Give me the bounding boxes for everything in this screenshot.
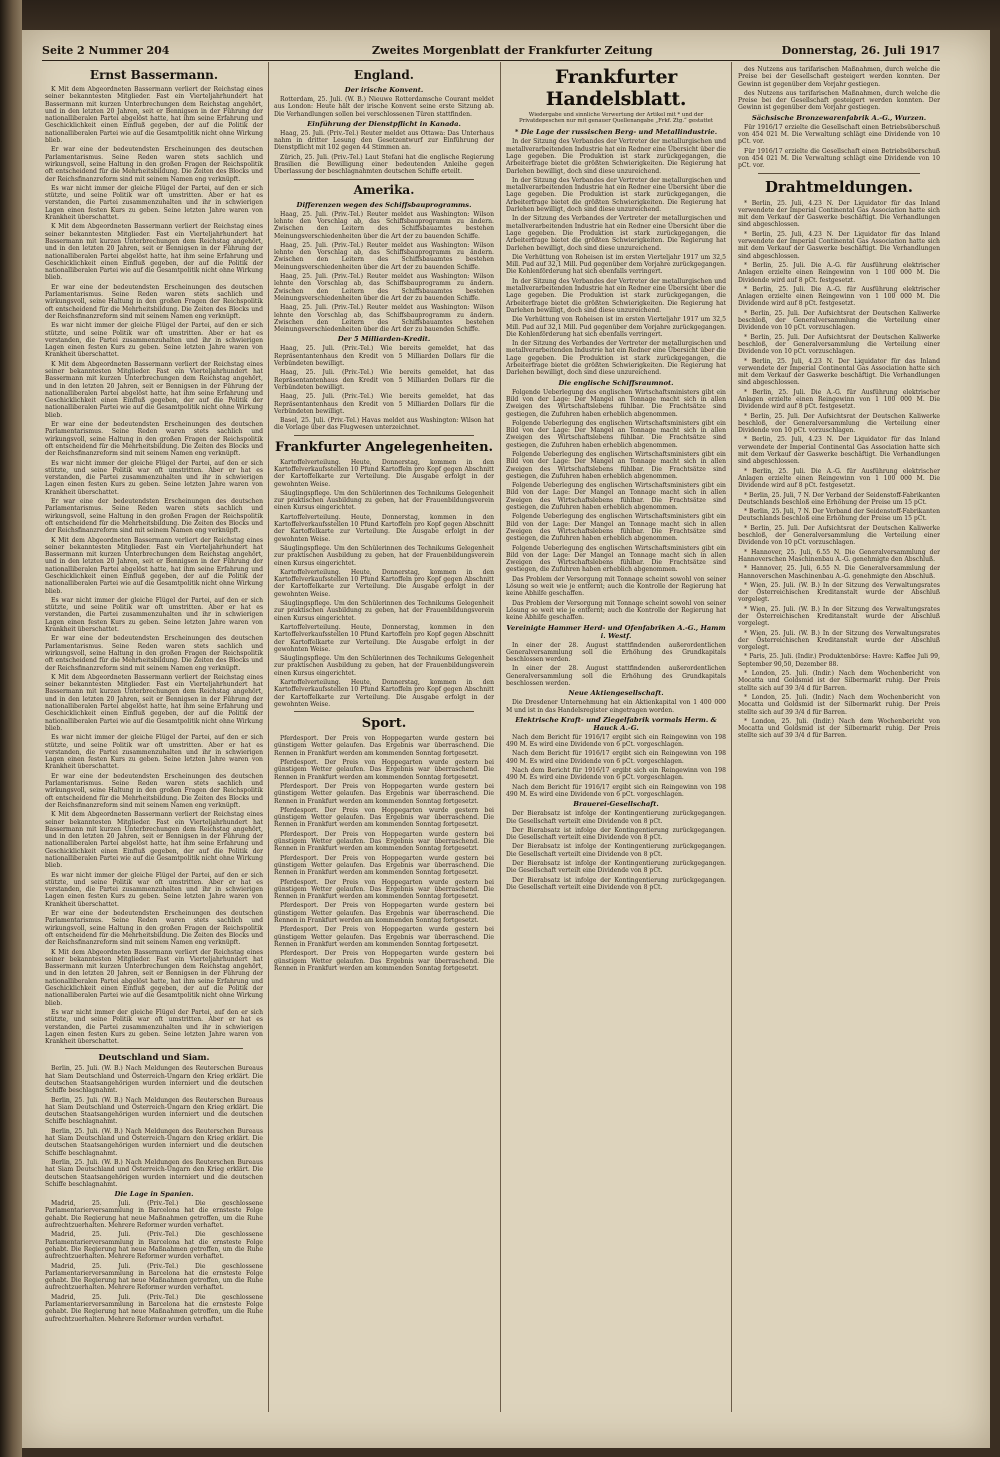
- section-divider: [294, 179, 474, 180]
- article-paragraph: Säuglingspflege. Um den Schülerinnen des Technikums Gelegenheit zur praktischen Ausbildung zu geben, hat der Frauenbildungsverein einen Kursus eingerichtet.: [274, 655, 494, 677]
- article-paragraph: Berlin, 25. Juli. (W. B.) Nach Meldungen des Reuterschen Bureaus hat Siam Deutschland und Österreich-Ungarn den Krieg erklärt. Die deutschen Staatsangehörigen wurden interniert und die deutschen Schiffe beschlagnahmt.: [45, 1065, 263, 1095]
- article-paragraph: Er war eine der bedeutendsten Erscheinungen des deutschen Parlamentarismus. Seine Reden waren stets sachlich und wirkungsvoll, seine Haltung in den großen Fragen der Reichspolitik oft entscheidend für die Mehrheitsbildung. Die Zeiten des Blocks und der Reichsfinanzreform sind mit seinem Namen eng verknüpft.: [45, 421, 263, 458]
- column-rule: [500, 62, 501, 1412]
- article-headline: Elektrische Kraft- und Ziegelfabrik vormals Herm. & Hauck A.-G.: [515, 715, 717, 732]
- article-paragraph: Er war eine der bedeutendsten Erscheinungen des deutschen Parlamentarismus. Seine Reden waren stets sachlich und wirkungsvoll, seine Haltung in den großen Fragen der Reichspolitik oft entscheidend für die Mehrheitsbildung. Die Zeiten des Blocks und der Reichsfinanzreform sind mit seinem Namen eng verknüpft.: [45, 146, 263, 183]
- article-paragraph: Säuglingspflege. Um den Schülerinnen des Technikums Gelegenheit zur praktischen Ausbildung zu geben, hat der Frauenbildungsverein einen Kursus eingerichtet.: [274, 600, 494, 622]
- article-paragraph: * Berlin, 25. Juli, 7 N. Der Verband der Seidenstoff-Fabrikanten Deutschlands beschloß eine Erhöhung der Preise um 15 pCt.: [738, 491, 940, 506]
- article-paragraph: In der Sitzung des Verbandes der Vertreter der metallurgischen und metallverarbeitenden Industrie hat ein Redner eine Übersicht über die Lage gegeben. Die Produktion ist stark zurückgegangen, die Arbeiterfrage bietet die größten Schwierigkeiten. Die Regierung hat Darlehen bewilligt, doch sind diese unzureichend.: [506, 277, 726, 314]
- article-paragraph: Nach dem Bericht für 1916/17 ergibt sich ein Reingewinn von 198 490 M. Es wird eine Dividende von 6 pCt. vorgeschlagen.: [506, 783, 726, 798]
- article-paragraph: Haag, 25. Juli. (Priv.-Tel.) Reuter meldet aus Washington: Wilson lehnte den Vorschlag ab, das Schiffsbauprogramm zu ändern. Zwischen den Leitern des Schiffsbauamtes bestehen Meinungsverschiedenheiten über die Art der zu bauenden Schiffe.: [274, 241, 494, 271]
- article-paragraph: Madrid, 25. Juli. (Priv.-Tel.) Die geschlossene Parlamentarierversammlung in Barcelona hat die ernsteste Folge gehabt. Die Regierung hat neue Maßnahmen getroffen, um die Ruhe aufrechtzuerhalten. Mehrere Reformer wurden verhaftet.: [45, 1293, 263, 1323]
- article-paragraph: In der Sitzung des Verbandes der Vertreter der metallurgischen und metallverarbeitenden Industrie hat ein Redner eine Übersicht über die Lage gegeben. Die Produktion ist stark zurückgegangen, die Arbeiterfrage bietet die größten Schwierigkeiten. Die Regierung hat Darlehen bewilligt, doch sind diese unzureichend.: [506, 215, 726, 252]
- article-paragraph: * Berlin, 25. Juli. Die A.-G. für Ausführung elektrischer Anlagen erzielte einen Reingewinn von 1 100 000 M. Die Dividende wird auf 8 pCt. festgesetzt.: [738, 261, 940, 284]
- article-paragraph: Zürich, 25. Juli. (Priv.-Tel.) Laut Stefani hat die englische Regierung Brasilien die Bewilligung einer bedeutenden Anleihe gegen Überlassung der beschlagnahmten deutschen Schiffe erteilt.: [274, 153, 494, 176]
- article-paragraph: Für 1916/17 erzielte die Gesellschaft einen Betriebsüberschuß von 454 021 M. Die Verwaltung schlägt eine Dividende von 10 pCt. vor.: [738, 123, 940, 146]
- article-paragraph: * Wien, 25. Juli. (W. B.) In der Sitzung des Verwaltungsrates der Österreichischen Kreditanstalt wurde der Abschluß vorgelegt.: [738, 581, 940, 604]
- article-paragraph: Berlin, 25. Juli. (W. B.) Nach Meldungen des Reuterschen Bureaus hat Siam Deutschland und Österreich-Ungarn den Krieg erklärt. Die deutschen Staatsangehörigen wurden interniert und die deutschen Schiffe beschlagnahmt.: [45, 1096, 263, 1126]
- article-paragraph: des Nutzens aus tarifarischen Maßnahmen, durch welche die Preise bei der Gesellschaft gesteigert werden konnten. Der Gewinn ist gegenüber dem Vorjahr gestiegen.: [738, 89, 940, 112]
- article-paragraph: * Berlin, 25. Juli. Die A.-G. für Ausführung elektrischer Anlagen erzielte einen Reingewinn von 1 100 000 M. Die Dividende wird auf 8 pCt. festgesetzt.: [738, 285, 940, 308]
- article-paragraph: Pferdesport. Der Preis von Hoppegarten wurde gestern bei günstigem Wetter gelaufen. Das Ergebnis war überraschend. Die Rennen in Frankfurt werden am kommenden Sonntag fortgesetzt.: [274, 950, 494, 972]
- article-paragraph: K Mit dem Abgeordneten Bassermann verliert der Reichstag eines seiner bekanntesten Mitglieder. Fast ein Vierteljahrhundert hat Bassermann mit kurzen Unterbrechungen dem Reichstag angehört, und in den letzten 20 Jahren, seit er Bennigsen in der Führung der nationalliberalen Partei abgelöst hatte, hat ihm seine Erfahrung und Geschicklichkeit einen Einfluß gegeben, der auf die Politik der nationalliberalen Partei wie auf die Gesamtpolitik nicht ohne Wirkung blieb.: [45, 948, 263, 1007]
- article-paragraph: Es war nicht immer der gleiche Flügel der Partei, auf den er sich stützte, und seine Politik war oft umstritten. Aber er hat es verstanden, die Partei zusammenzuhalten und ihr in schwierigen Lagen einen festen Kurs zu geben. Seine letzten Jahre waren von Krankheit überschattet.: [45, 184, 263, 222]
- article-subheadline: Der irische Konvent.: [344, 86, 424, 94]
- article-paragraph: K Mit dem Abgeordneten Bassermann verliert der Reichstag eines seiner bekanntesten Mitglieder. Fast ein Vierteljahrhundert hat Bassermann mit kurzen Unterbrechungen dem Reichstag angehört, und in den letzten 20 Jahren, seit er Bennigsen in der Führung der nationalliberalen Partei abgelöst hatte, hat ihm seine Erfahrung und Geschicklichkeit einen Einfluß gegeben, der auf die Politik der nationalliberalen Partei wie auf die Gesamtpolitik nicht ohne Wirkung blieb.: [45, 360, 263, 419]
- article-paragraph: Es war nicht immer der gleiche Flügel der Partei, auf den er sich stützte, und seine Politik war oft umstritten. Aber er hat es verstanden, die Partei zusammenzuhalten und ihr in schwierigen Lagen einen festen Kurs zu geben. Seine letzten Jahre waren von Krankheit überschattet.: [45, 596, 263, 634]
- section-note: Wiedergabe und sinnliche Verwertung der Artikel mit * und der Privatdepeschen nur mit genauer Quellenangabe „Frkf. Ztg.“ gestattet: [518, 112, 714, 125]
- article-paragraph: K Mit dem Abgeordneten Bassermann verliert der Reichstag eines seiner bekanntesten Mitglieder. Fast ein Vierteljahrhundert hat Bassermann mit kurzen Unterbrechungen dem Reichstag angehört, und in den letzten 20 Jahren, seit er Bennigsen in der Führung der nationalliberalen Partei abgelöst hatte, hat ihm seine Erfahrung und Geschicklichkeit einen Einfluß gegeben, der auf die Politik der nationalliberalen Partei wie auf die Gesamtpolitik nicht ohne Wirkung blieb.: [45, 811, 263, 870]
- article-paragraph: Folgende Ueberlegung des englischen Wirtschaftsministers gibt ein Bild von der Lage: Der Mangel an Tonnage macht sich in allen Zweigen des Wirtschaftslebens fühlbar. Die Frachtsätze sind gestiegen, die Zufuhren haben erheblich abgenommen.: [506, 482, 726, 512]
- article-paragraph: Der Bierabsatz ist infolge der Kontingentierung zurückgegangen. Die Gesellschaft verteilt eine Dividende von 8 pCt.: [506, 876, 726, 891]
- article-paragraph: Er war eine der bedeutendsten Erscheinungen des deutschen Parlamentarismus. Seine Reden waren stets sachlich und wirkungsvoll, seine Haltung in den großen Fragen der Reichspolitik oft entscheidend für die Mehrheitsbildung. Die Zeiten des Blocks und der Reichsfinanzreform sind mit seinem Namen eng verknüpft.: [45, 910, 263, 947]
- article-paragraph: * Hannover, 25. Juli, 6.55 N. Die Generalversammlung der Hannoverschen Maschinenbau A.-G. genehmigte den Abschluß.: [738, 565, 940, 580]
- article-paragraph: Pferdesport. Der Preis von Hoppegarten wurde gestern bei günstigem Wetter gelaufen. Das Ergebnis war überraschend. Die Rennen in Frankfurt werden am kommenden Sonntag fortgesetzt.: [274, 830, 494, 853]
- article-paragraph: * Berlin, 25. Juli, 7 N. Der Verband der Seidenstoff-Fabrikanten Deutschlands beschloß eine Erhöhung der Preise um 15 pCt.: [738, 508, 940, 523]
- article-paragraph: Folgende Ueberlegung des englischen Wirtschaftsministers gibt ein Bild von der Lage: Der Mangel an Tonnage macht sich in allen Zweigen des Wirtschaftslebens fühlbar. Die Frachtsätze sind gestiegen, die Zufuhren haben erheblich abgenommen.: [506, 544, 726, 574]
- article-paragraph: Haag, 25. Juli. (Priv.-Tel.) Wie bereits gemeldet, hat das Repräsentantenhaus den Kredit von 5 Milliarden Dollars für die Verbündeten bewilligt.: [274, 369, 494, 391]
- article-paragraph: * Berlin, 25. Juli. Der Aufsichtsrat der Deutschen Kaliwerke beschloß, der Generalversammlung die Verteilung einer Dividende von 10 pCt. vorzuschlagen.: [738, 309, 940, 332]
- scan-border: [22, 0, 1000, 30]
- article-paragraph: * Berlin, 25. Juli, 4.23 N. Der Liquidator für das Inland verwendete der Imperial Continental Gas Association hatte sich mit dem Verkauf der Gaswerke beschäftigt. Die Verhandlungen sind abgeschlossen.: [738, 436, 940, 466]
- article-headline: Neue Aktiengesellschaft.: [568, 689, 664, 698]
- article-paragraph: Pferdesport. Der Preis von Hoppegarten wurde gestern bei günstigem Wetter gelaufen. Das Ergebnis war überraschend. Die Rennen in Frankfurt werden am kommenden Sonntag fortgesetzt.: [274, 782, 494, 805]
- article-paragraph: Folgende Ueberlegung des englischen Wirtschaftsministers gibt ein Bild von der Lage: Der Mangel an Tonnage macht sich in allen Zweigen des Wirtschaftslebens fühlbar. Die Frachtsätze sind gestiegen, die Zufuhren haben erheblich abgenommen.: [506, 419, 726, 449]
- article-paragraph: Nach dem Bericht für 1916/17 ergibt sich ein Reingewinn von 198 490 M. Es wird eine Dividende von 6 pCt. vorgeschlagen.: [506, 767, 726, 782]
- article-paragraph: Säuglingspflege. Um den Schülerinnen des Technikums Gelegenheit zur praktischen Ausbildung zu geben, hat der Frauenbildungsverein einen Kursus eingerichtet.: [274, 489, 494, 512]
- article-paragraph: Pferdesport. Der Preis von Hoppegarten wurde gestern bei günstigem Wetter gelaufen. Das Ergebnis war überraschend. Die Rennen in Frankfurt werden am kommenden Sonntag fortgesetzt.: [274, 902, 494, 925]
- article-paragraph: * Berlin, 25. Juli, 4.23 N. Der Liquidator für das Inland verwendete der Imperial Continental Gas Association hatte sich mit dem Verkauf der Gaswerke beschäftigt. Die Verhandlungen sind abgeschlossen.: [738, 199, 940, 229]
- article-paragraph: Kartoffelverteilung. Heute, Donnerstag, kommen in den Kartoffelverkaufsstellen 10 Pfund Kartoffeln pro Kopf gegen Abschnitt der Kartoffelkarte zur Verteilung. Die Ausgabe erfolgt in der gewohnten Weise.: [274, 623, 494, 653]
- article-headline: Die englische Schiffsraumnot.: [558, 378, 674, 387]
- section-title: Frankfurter Handelsblatt.: [545, 66, 687, 110]
- article-paragraph: Pferdesport. Der Preis von Hoppegarten wurde gestern bei günstigem Wetter gelaufen. Das Ergebnis war überraschend. Die Rennen in Frankfurt werden am kommenden Sonntag fortgesetzt.: [274, 735, 494, 757]
- article-paragraph: Für 1916/17 erzielte die Gesellschaft einen Betriebsüberschuß von 454 021 M. Die Verwaltung schlägt eine Dividende von 10 pCt. vor.: [738, 147, 940, 170]
- article-headline: Amerika.: [353, 182, 415, 197]
- article-paragraph: In der Sitzung des Verbandes der Vertreter der metallurgischen und metallverarbeitenden Industrie hat ein Redner eine Übersicht über die Lage gegeben. Die Produktion ist stark zurückgegangen, die Arbeiterfrage bietet die größten Schwierigkeiten. Die Regierung hat Darlehen bewilligt, doch sind diese unzureichend.: [506, 138, 726, 175]
- article-paragraph: * Berlin, 25. Juli. Die A.-G. für Ausführung elektrischer Anlagen erzielte einen Reingewinn von 1 100 000 M. Die Dividende wird auf 8 pCt. festgesetzt.: [738, 467, 940, 490]
- masthead-page-number: Seite 2 Nummer 204: [42, 44, 170, 57]
- article-paragraph: Haag, 25. Juli. (Priv.-Tel.) Wie bereits gemeldet, hat das Repräsentantenhaus den Kredit von 5 Milliarden Dollars für die Verbündeten bewilligt.: [274, 345, 494, 368]
- column-3: [506, 66, 726, 1412]
- section-divider: [758, 173, 920, 174]
- article-paragraph: In einer der 28. August stattfindenden außerordentlichen Generalversammlung soll die Erhöhung des Grundkapitals beschlossen werden.: [506, 641, 726, 664]
- article-headline: Ernst Bassermann.: [89, 68, 219, 82]
- article-paragraph: Die Verhüttung von Roheisen ist im ersten Vierteljahr 1917 um 32,5 Mill. Pud auf 32,1 Mill. Pud gegenüber dem Vorjahre zurückgegangen. Die Kohlenförderung hat sich ebenfalls verringert.: [506, 316, 726, 338]
- article-paragraph: In der Sitzung des Verbandes der Vertreter der metallurgischen und metallverarbeitenden Industrie hat ein Redner eine Übersicht über die Lage gegeben. Die Produktion ist stark zurückgegangen, die Arbeiterfrage bietet die größten Schwierigkeiten. Die Regierung hat Darlehen bewilligt, doch sind diese unzureichend.: [506, 340, 726, 377]
- article-paragraph: * London, 25. Juli. (Indir.) Nach dem Wochenbericht von Mocatta und Goldsmid ist der Silbermarkt ruhig. Der Preis stellte sich auf 39 3/4 d für Barren.: [738, 717, 940, 740]
- article-headline: Deutschland und Siam.: [98, 1053, 210, 1064]
- article-paragraph: * Wien, 25. Juli. (W. B.) In der Sitzung des Verwaltungsrates der Österreichischen Kreditanstalt wurde der Abschluß vorgelegt.: [738, 605, 940, 628]
- article-paragraph: Der Bierabsatz ist infolge der Kontingentierung zurückgegangen. Die Gesellschaft verteilt eine Dividende von 8 pCt.: [506, 810, 726, 825]
- column-rule: [268, 62, 269, 1412]
- article-paragraph: Folgende Ueberlegung des englischen Wirtschaftsministers gibt ein Bild von der Lage: Der Mangel an Tonnage macht sich in allen Zweigen des Wirtschaftslebens fühlbar. Die Frachtsätze sind gestiegen, die Zufuhren haben erheblich abgenommen.: [506, 388, 726, 418]
- article-paragraph: Es war nicht immer der gleiche Flügel der Partei, auf den er sich stützte, und seine Politik war oft umstritten. Aber er hat es verstanden, die Partei zusammenzuhalten und ihr in schwierigen Lagen einen festen Kurs zu geben. Seine letzten Jahre waren von Krankheit überschattet.: [45, 871, 263, 908]
- column-1: [45, 66, 263, 1412]
- article-paragraph: Folgende Ueberlegung des englischen Wirtschaftsministers gibt ein Bild von der Lage: Der Mangel an Tonnage macht sich in allen Zweigen des Wirtschaftslebens fühlbar. Die Frachtsätze sind gestiegen, die Zufuhren haben erheblich abgenommen.: [506, 513, 726, 543]
- article-headline: * Die Lage der russischen Berg- und Metallindustrie.: [514, 128, 718, 137]
- article-paragraph: Madrid, 25. Juli. (Priv.-Tel.) Die geschlossene Parlamentarierversammlung in Barcelona hat die ernsteste Folge gehabt. Die Regierung hat neue Maßnahmen getroffen, um die Ruhe aufrechtzuerhalten. Mehrere Reformer wurden verhaftet.: [45, 1200, 263, 1230]
- article-paragraph: Es war nicht immer der gleiche Flügel der Partei, auf den er sich stützte, und seine Politik war oft umstritten. Aber er hat es verstanden, die Partei zusammenzuhalten und ihr in schwierigen Lagen einen festen Kurs zu geben. Seine letzten Jahre waren von Krankheit überschattet.: [45, 322, 263, 359]
- article-paragraph: Er war eine der bedeutendsten Erscheinungen des deutschen Parlamentarismus. Seine Reden waren stets sachlich und wirkungsvoll, seine Haltung in den großen Fragen der Reichspolitik oft entscheidend für die Mehrheitsbildung. Die Zeiten des Blocks und der Reichsfinanzreform sind mit seinem Namen eng verknüpft.: [45, 498, 263, 535]
- article-paragraph: Haag, 25. Juli. (Priv.-Tel.) Wie bereits gemeldet, hat das Repräsentantenhaus den Kredit von 5 Milliarden Dollars für die Verbündeten bewilligt.: [274, 393, 494, 415]
- article-paragraph: Die Dresdener Unternehmung hat ein Aktienkapital von 1 400 000 M und ist in das Handelsregister eingetragen worden.: [506, 699, 726, 714]
- article-paragraph: Kartoffelverteilung. Heute, Donnerstag, kommen in den Kartoffelverkaufsstellen 10 Pfund Kartoffeln pro Kopf gegen Abschnitt der Kartoffelkarte zur Verteilung. Die Ausgabe erfolgt in der gewohnten Weise.: [274, 513, 494, 543]
- article-paragraph: Kartoffelverteilung. Heute, Donnerstag, kommen in den Kartoffelverkaufsstellen 10 Pfund Kartoffeln pro Kopf gegen Abschnitt der Kartoffelkarte zur Verteilung. Die Ausgabe erfolgt in der gewohnten Weise.: [274, 679, 494, 708]
- article-paragraph: Säuglingspflege. Um den Schülerinnen des Technikums Gelegenheit zur praktischen Ausbildung zu geben, hat der Frauenbildungsverein einen Kursus eingerichtet.: [274, 544, 494, 567]
- article-paragraph: Pferdesport. Der Preis von Hoppegarten wurde gestern bei günstigem Wetter gelaufen. Das Ergebnis war überraschend. Die Rennen in Frankfurt werden am kommenden Sonntag fortgesetzt.: [274, 926, 494, 948]
- article-paragraph: K Mit dem Abgeordneten Bassermann verliert der Reichstag eines seiner bekanntesten Mitglieder. Fast ein Vierteljahrhundert hat Bassermann mit kurzen Unterbrechungen dem Reichstag angehört, und in den letzten 20 Jahren, seit er Bennigsen in der Führung der nationalliberalen Partei abgelöst hatte, hat ihm seine Erfahrung und Geschicklichkeit einen Einfluß gegeben, der auf die Politik der nationalliberalen Partei wie auf die Gesamtpolitik nicht ohne Wirkung blieb.: [45, 223, 263, 282]
- article-paragraph: Madrid, 25. Juli. (Priv.-Tel.) Die geschlossene Parlamentarierversammlung in Barcelona hat die ernsteste Folge gehabt. Die Regierung hat neue Maßnahmen getroffen, um die Ruhe aufrechtzuerhalten. Mehrere Reformer wurden verhaftet.: [45, 1262, 263, 1292]
- article-paragraph: Berlin, 25. Juli. (W. B.) Nach Meldungen des Reuterschen Bureaus hat Siam Deutschland und Österreich-Ungarn den Krieg erklärt. Die deutschen Staatsangehörigen wurden interniert und die deutschen Schiffe beschlagnahmt.: [45, 1158, 263, 1188]
- masthead-date: Donnerstag, 26. Juli 1917: [781, 44, 940, 57]
- column-4: [738, 66, 940, 1412]
- column-rule: [731, 62, 732, 1412]
- article-paragraph: Pferdesport. Der Preis von Hoppegarten wurde gestern bei günstigem Wetter gelaufen. Das Ergebnis war überraschend. Die Rennen in Frankfurt werden am kommenden Sonntag fortgesetzt.: [274, 854, 494, 877]
- article-headline: Sächsische Bronzewarenfabrik A.-G., Wurzen.: [751, 113, 927, 122]
- article-paragraph: Das Problem der Versorgung mit Tonnage scheint sowohl von seiner Lösung so weit wie je entfernt; auch die Kontrolle der Regierung hat keine Abhilfe geschaffen.: [506, 575, 726, 598]
- article-paragraph: Das Problem der Versorgung mit Tonnage scheint sowohl von seiner Lösung so weit wie je entfernt; auch die Kontrolle der Regierung hat keine Abhilfe geschaffen.: [506, 599, 726, 622]
- masthead-paper-title: Zweites Morgenblatt der Frankfurter Zeitung: [372, 44, 653, 57]
- section-headline: Sport.: [361, 716, 407, 732]
- article-headline: Die Lage in Spanien.: [114, 1190, 194, 1199]
- article-paragraph: Es war nicht immer der gleiche Flügel der Partei, auf den er sich stützte, und seine Politik war oft umstritten. Aber er hat es verstanden, die Partei zusammenzuhalten und ihr in schwierigen Lagen einen festen Kurs zu geben. Seine letzten Jahre waren von Krankheit überschattet.: [45, 734, 263, 771]
- article-paragraph: Haag, 25. Juli. (Priv.-Tel.) Reuter meldet aus Ottawa: Das Unterhaus nahm in dritter Lesung den Gesetzentwurf zur Einführung der Dienstpflicht mit 102 gegen 44 Stimmen an.: [274, 129, 494, 152]
- article-paragraph: Nach dem Bericht für 1916/17 ergibt sich ein Reingewinn von 198 490 M. Es wird eine Dividende von 6 pCt. vorgeschlagen.: [506, 733, 726, 749]
- article-paragraph: * London, 25. Juli. (Indir.) Nach dem Wochenbericht von Mocatta und Goldsmid ist der Silbermarkt ruhig. Der Preis stellte sich auf 39 3/4 d für Barren.: [738, 670, 940, 692]
- article-paragraph: Berlin, 25. Juli. (W. B.) Nach Meldungen des Reuterschen Bureaus hat Siam Deutschland und Österreich-Ungarn den Krieg erklärt. Die deutschen Staatsangehörigen wurden interniert und die deutschen Schiffe beschlagnahmt.: [45, 1127, 263, 1157]
- section-divider: [65, 1048, 243, 1049]
- article-paragraph: * Berlin, 25. Juli, 4.23 N. Der Liquidator für das Inland verwendete der Imperial Continental Gas Association hatte sich mit dem Verkauf der Gaswerke beschäftigt. Die Verhandlungen sind abgeschlossen.: [738, 230, 940, 260]
- article-paragraph: In einer der 28. August stattfindenden außerordentlichen Generalversammlung soll die Erhöhung des Grundkapitals beschlossen werden.: [506, 665, 726, 687]
- article-paragraph: Rotterdam, 25. Juli. (W. B.) Nieuwe Rotterdamsche Courant meldet aus London: Heute hält der irische Konvent seine erste Sitzung ab. Die Verhandlungen sollen bei verschlossenen Türen stattfinden.: [274, 96, 494, 118]
- article-headline: England.: [354, 68, 414, 82]
- article-paragraph: Er war eine der bedeutendsten Erscheinungen des deutschen Parlamentarismus. Seine Reden waren stets sachlich und wirkungsvoll, seine Haltung in den großen Fragen der Reichspolitik oft entscheidend für die Mehrheitsbildung. Die Zeiten des Blocks und der Reichsfinanzreform sind mit seinem Namen eng verknüpft.: [45, 772, 263, 809]
- article-paragraph: Es war nicht immer der gleiche Flügel der Partei, auf den er sich stützte, und seine Politik war oft umstritten. Aber er hat es verstanden, die Partei zusammenzuhalten und ihr in schwierigen Lagen einen festen Kurs zu geben. Seine letzten Jahre waren von Krankheit überschattet.: [45, 459, 263, 496]
- article-paragraph: * Berlin, 25. Juli. Die A.-G. für Ausführung elektrischer Anlagen erzielte einen Reingewinn von 1 100 000 M. Die Dividende wird auf 8 pCt. festgesetzt.: [738, 388, 940, 411]
- article-paragraph: Der Bierabsatz ist infolge der Kontingentierung zurückgegangen. Die Gesellschaft verteilt eine Dividende von 8 pCt.: [506, 826, 726, 842]
- article-headline: Brauerei-Gesellschaft.: [573, 800, 659, 809]
- article-paragraph: des Nutzens aus tarifarischen Maßnahmen, durch welche die Preise bei der Gesellschaft gesteigert werden konnten. Der Gewinn ist gegenüber dem Vorjahr gestiegen.: [738, 66, 940, 88]
- column-2: [274, 66, 494, 1412]
- article-paragraph: * Berlin, 25. Juli. Der Aufsichtsrat der Deutschen Kaliwerke beschloß, der Generalversammlung die Verteilung einer Dividende von 10 pCt. vorzuschlagen.: [738, 524, 940, 547]
- article-paragraph: K Mit dem Abgeordneten Bassermann verliert der Reichstag eines seiner bekanntesten Mitglieder. Fast ein Vierteljahrhundert hat Bassermann mit kurzen Unterbrechungen dem Reichstag angehört, und in den letzten 20 Jahren, seit er Bennigsen in der Führung der nationalliberalen Partei abgelöst hatte, hat ihm seine Erfahrung und Geschicklichkeit einen Einfluß gegeben, der auf die Politik der nationalliberalen Partei wie auf die Gesamtpolitik nicht ohne Wirkung blieb.: [45, 673, 263, 732]
- article-paragraph: Nach dem Bericht für 1916/17 ergibt sich ein Reingewinn von 198 490 M. Es wird eine Dividende von 6 pCt. vorgeschlagen.: [506, 750, 726, 765]
- article-paragraph: * London, 25. Juli. (Indir.) Nach dem Wochenbericht von Mocatta und Goldsmid ist der Silbermarkt ruhig. Der Preis stellte sich auf 39 3/4 d für Barren.: [738, 693, 940, 716]
- article-paragraph: * Berlin, 25. Juli. Der Aufsichtsrat der Deutschen Kaliwerke beschloß, der Generalversammlung die Verteilung einer Dividende von 10 pCt. vorzuschlagen.: [738, 333, 940, 356]
- article-paragraph: Der Bierabsatz ist infolge der Kontingentierung zurückgegangen. Die Gesellschaft verteilt eine Dividende von 8 pCt.: [506, 860, 726, 875]
- article-paragraph: Es war nicht immer der gleiche Flügel der Partei, auf den er sich stützte, und seine Politik war oft umstritten. Aber er hat es verstanden, die Partei zusammenzuhalten und ihr in schwierigen Lagen einen festen Kurs zu geben. Seine letzten Jahre waren von Krankheit überschattet.: [45, 1008, 263, 1046]
- masthead: [42, 42, 940, 61]
- binding-spine: [0, 0, 22, 1457]
- article-paragraph: Pferdesport. Der Preis von Hoppegarten wurde gestern bei günstigem Wetter gelaufen. Das Ergebnis war überraschend. Die Rennen in Frankfurt werden am kommenden Sonntag fortgesetzt.: [274, 878, 494, 901]
- article-paragraph: Die Verhüttung von Roheisen ist im ersten Vierteljahr 1917 um 32,5 Mill. Pud auf 32,1 Mill. Pud gegenüber dem Vorjahre zurückgegangen. Die Kohlenförderung hat sich ebenfalls verringert.: [506, 253, 726, 276]
- article-paragraph: Kartoffelverteilung. Heute, Donnerstag, kommen in den Kartoffelverkaufsstellen 10 Pfund Kartoffeln pro Kopf gegen Abschnitt der Kartoffelkarte zur Verteilung. Die Ausgabe erfolgt in der gewohnten Weise.: [274, 458, 494, 488]
- article-paragraph: * Wien, 25. Juli. (W. B.) In der Sitzung des Verwaltungsrates der Österreichischen Kreditanstalt wurde der Abschluß vorgelegt.: [738, 629, 940, 652]
- article-subheadline: Differenzen wegen des Schiffsbauprogramms.: [296, 200, 472, 209]
- article-subheadline: Einführung der Dienstpflicht in Kanada.: [307, 119, 461, 128]
- article-paragraph: Pferdesport. Der Preis von Hoppegarten wurde gestern bei günstigem Wetter gelaufen. Das Ergebnis war überraschend. Die Rennen in Frankfurt werden am kommenden Sonntag fortgesetzt.: [274, 806, 494, 829]
- article-subheadline: Der 5 Milliarden-Kredit.: [337, 335, 431, 344]
- article-paragraph: Kartoffelverteilung. Heute, Donnerstag, kommen in den Kartoffelverkaufsstellen 10 Pfund Kartoffeln pro Kopf gegen Abschnitt der Kartoffelkarte zur Verteilung. Die Ausgabe erfolgt in der gewohnten Weise.: [274, 568, 494, 598]
- article-paragraph: Er war eine der bedeutendsten Erscheinungen des deutschen Parlamentarismus. Seine Reden waren stets sachlich und wirkungsvoll, seine Haltung in den großen Fragen der Reichspolitik oft entscheidend für die Mehrheitsbildung. Die Zeiten des Blocks und der Reichsfinanzreform sind mit seinem Namen eng verknüpft.: [45, 283, 263, 320]
- article-paragraph: Pferdesport. Der Preis von Hoppegarten wurde gestern bei günstigem Wetter gelaufen. Das Ergebnis war überraschend. Die Rennen in Frankfurt werden am kommenden Sonntag fortgesetzt.: [274, 759, 494, 781]
- article-paragraph: * Paris, 25. Juli. (Indir.) Produktenbörse: Havre: Kaffee Juli 99, September 90,50, Dezember 88.: [738, 653, 940, 668]
- article-paragraph: Haag, 25. Juli. (Priv.-Tel.) Reuter meldet aus Washington: Wilson lehnte den Vorschlag ab, das Schiffsbauprogramm zu ändern. Zwischen den Leitern des Schiffsbauamtes bestehen Meinungsverschiedenheiten über die Art der zu bauenden Schiffe.: [274, 273, 494, 302]
- article-paragraph: K Mit dem Abgeordneten Bassermann verliert der Reichstag eines seiner bekanntesten Mitglieder. Fast ein Vierteljahrhundert hat Bassermann mit kurzen Unterbrechungen dem Reichstag angehört, und in den letzten 20 Jahren, seit er Bennigsen in der Führung der nationalliberalen Partei abgelöst hatte, hat ihm seine Erfahrung und Geschicklichkeit einen Einfluß gegeben, der auf die Politik der nationalliberalen Partei wie auf die Gesamtpolitik nicht ohne Wirkung blieb.: [45, 536, 263, 595]
- section-headline: Frankfurter Angelegenheiten.: [274, 439, 494, 455]
- article-paragraph: Der Bierabsatz ist infolge der Kontingentierung zurückgegangen. Die Gesellschaft verteilt eine Dividende von 8 pCt.: [506, 843, 726, 858]
- article-paragraph: Haag, 25. Juli. (Priv.-Tel.) Reuter meldet aus Washington: Wilson lehnte den Vorschlag ab, das Schiffsbauprogramm zu ändern. Zwischen den Leitern des Schiffsbauamtes bestehen Meinungsverschiedenheiten über die Art der zu bauenden Schiffe.: [274, 304, 494, 334]
- article-paragraph: Basel, 25. Juli. (Priv.-Tel.) Havas meldet aus Washington: Wilson hat die Vorlage über das Flugwesen unterzeichnet.: [274, 417, 494, 432]
- section-divider: [294, 435, 474, 436]
- article-paragraph: * Berlin, 25. Juli. Der Aufsichtsrat der Deutschen Kaliwerke beschloß, der Generalversammlung die Verteilung einer Dividende von 10 pCt. vorzuschlagen.: [738, 412, 940, 435]
- article-paragraph: * Berlin, 25. Juli, 4.23 N. Der Liquidator für das Inland verwendete der Imperial Continental Gas Association hatte sich mit dem Verkauf der Gaswerke beschäftigt. Die Verhandlungen sind abgeschlossen.: [738, 357, 940, 387]
- article-paragraph: Folgende Ueberlegung des englischen Wirtschaftsministers gibt ein Bild von der Lage: Der Mangel an Tonnage macht sich in allen Zweigen des Wirtschaftslebens fühlbar. Die Frachtsätze sind gestiegen, die Zufuhren haben erheblich abgenommen.: [506, 450, 726, 480]
- article-paragraph: Madrid, 25. Juli. (Priv.-Tel.) Die geschlossene Parlamentarierversammlung in Barcelona hat die ernsteste Folge gehabt. Die Regierung hat neue Maßnahmen getroffen, um die Ruhe aufrechtzuerhalten. Mehrere Reformer wurden verhaftet.: [45, 1231, 263, 1261]
- article-paragraph: * Hannover, 25. Juli, 6.55 N. Die Generalversammlung der Hannoverschen Maschinenbau A.-G. genehmigte den Abschluß.: [738, 548, 940, 563]
- article-paragraph: In der Sitzung des Verbandes der Vertreter der metallurgischen und metallverarbeitenden Industrie hat ein Redner eine Übersicht über die Lage gegeben. Die Produktion ist stark zurückgegangen, die Arbeiterfrage bietet die größten Schwierigkeiten. Die Regierung hat Darlehen bewilligt, doch sind diese unzureichend.: [506, 176, 726, 214]
- article-paragraph: Er war eine der bedeutendsten Erscheinungen des deutschen Parlamentarismus. Seine Reden waren stets sachlich und wirkungsvoll, seine Haltung in den großen Fragen der Reichspolitik oft entscheidend für die Mehrheitsbildung. Die Zeiten des Blocks und der Reichsfinanzreform sind mit seinem Namen eng verknüpft.: [45, 635, 263, 672]
- section-title: Drahtmeldungen.: [764, 177, 914, 196]
- article-paragraph: Haag, 25. Juli. (Priv.-Tel.) Reuter meldet aus Washington: Wilson lehnte den Vorschlag ab, das Schiffsbauprogramm zu ändern. Zwischen den Leitern des Schiffsbauamtes bestehen Meinungsverschiedenheiten über die Art der zu bauenden Schiffe.: [274, 210, 494, 240]
- article-headline: Vereinigte Hammer Herd- und Ofenfabriken A.-G., Hamm i. Westf.: [506, 623, 726, 640]
- section-divider: [294, 711, 474, 712]
- article-paragraph: K Mit dem Abgeordneten Bassermann verliert der Reichstag eines seiner bekanntesten Mitglieder. Fast ein Vierteljahrhundert hat Bassermann mit kurzen Unterbrechungen dem Reichstag angehört, und in den letzten 20 Jahren, seit er Bennigsen in der Führung der nationalliberalen Partei abgelöst hatte, hat ihm seine Erfahrung und Geschicklichkeit einen Einfluß gegeben, der auf die Politik der nationalliberalen Partei wie auf die Gesamtpolitik nicht ohne Wirkung blieb.: [45, 86, 263, 145]
